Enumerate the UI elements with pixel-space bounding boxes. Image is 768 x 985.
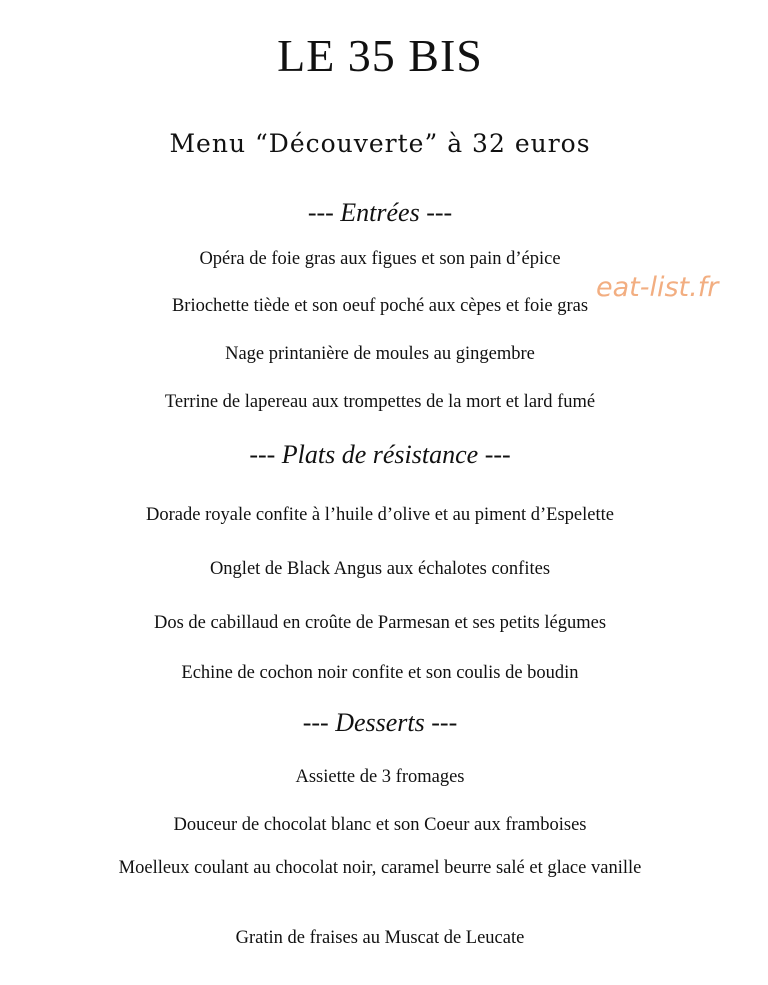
menu-item: Echine de cochon noir confite et son coulis de boudin — [181, 663, 579, 683]
watermark: eat-list.fr — [596, 272, 719, 303]
menu-item: Opéra de foie gras aux figues et son pain d’épice — [199, 249, 561, 269]
section-heading-plats: --- Plats de résistance --- — [249, 440, 511, 469]
menu-item: Dorade royale confite à l’huile d’olive et au piment d’Espelette — [146, 505, 614, 525]
section-heading-desserts: --- Desserts --- — [302, 708, 458, 737]
restaurant-name: LE 35 BIS — [277, 30, 483, 81]
menu-item: Dos de cabillaud en croûte de Parmesan et ses petits légumes — [153, 613, 607, 633]
menu-subtitle: Menu “Découverte” à 32 euros — [169, 129, 591, 158]
menu-item: Onglet de Black Angus aux échalotes confites — [209, 559, 551, 579]
menu-item: Terrine de lapereau aux trompettes de la mort et lard fumé — [164, 392, 596, 412]
section-heading-entrees: --- Entrées --- — [307, 198, 453, 227]
menu-item: Assiette de 3 fromages — [295, 767, 465, 787]
menu-item: Moelleux coulant au chocolat noir, caramel beurre salé et glace vanille — [118, 858, 642, 878]
menu-item: Briochette tiède et son oeuf poché aux cèpes et foie gras — [171, 296, 589, 316]
menu-item: Nage printanière de moules au gingembre — [225, 344, 535, 364]
menu-item: Gratin de fraises au Muscat de Leucate — [235, 928, 525, 948]
menu-item: Douceur de chocolat blanc et son Coeur aux framboises — [173, 815, 587, 835]
